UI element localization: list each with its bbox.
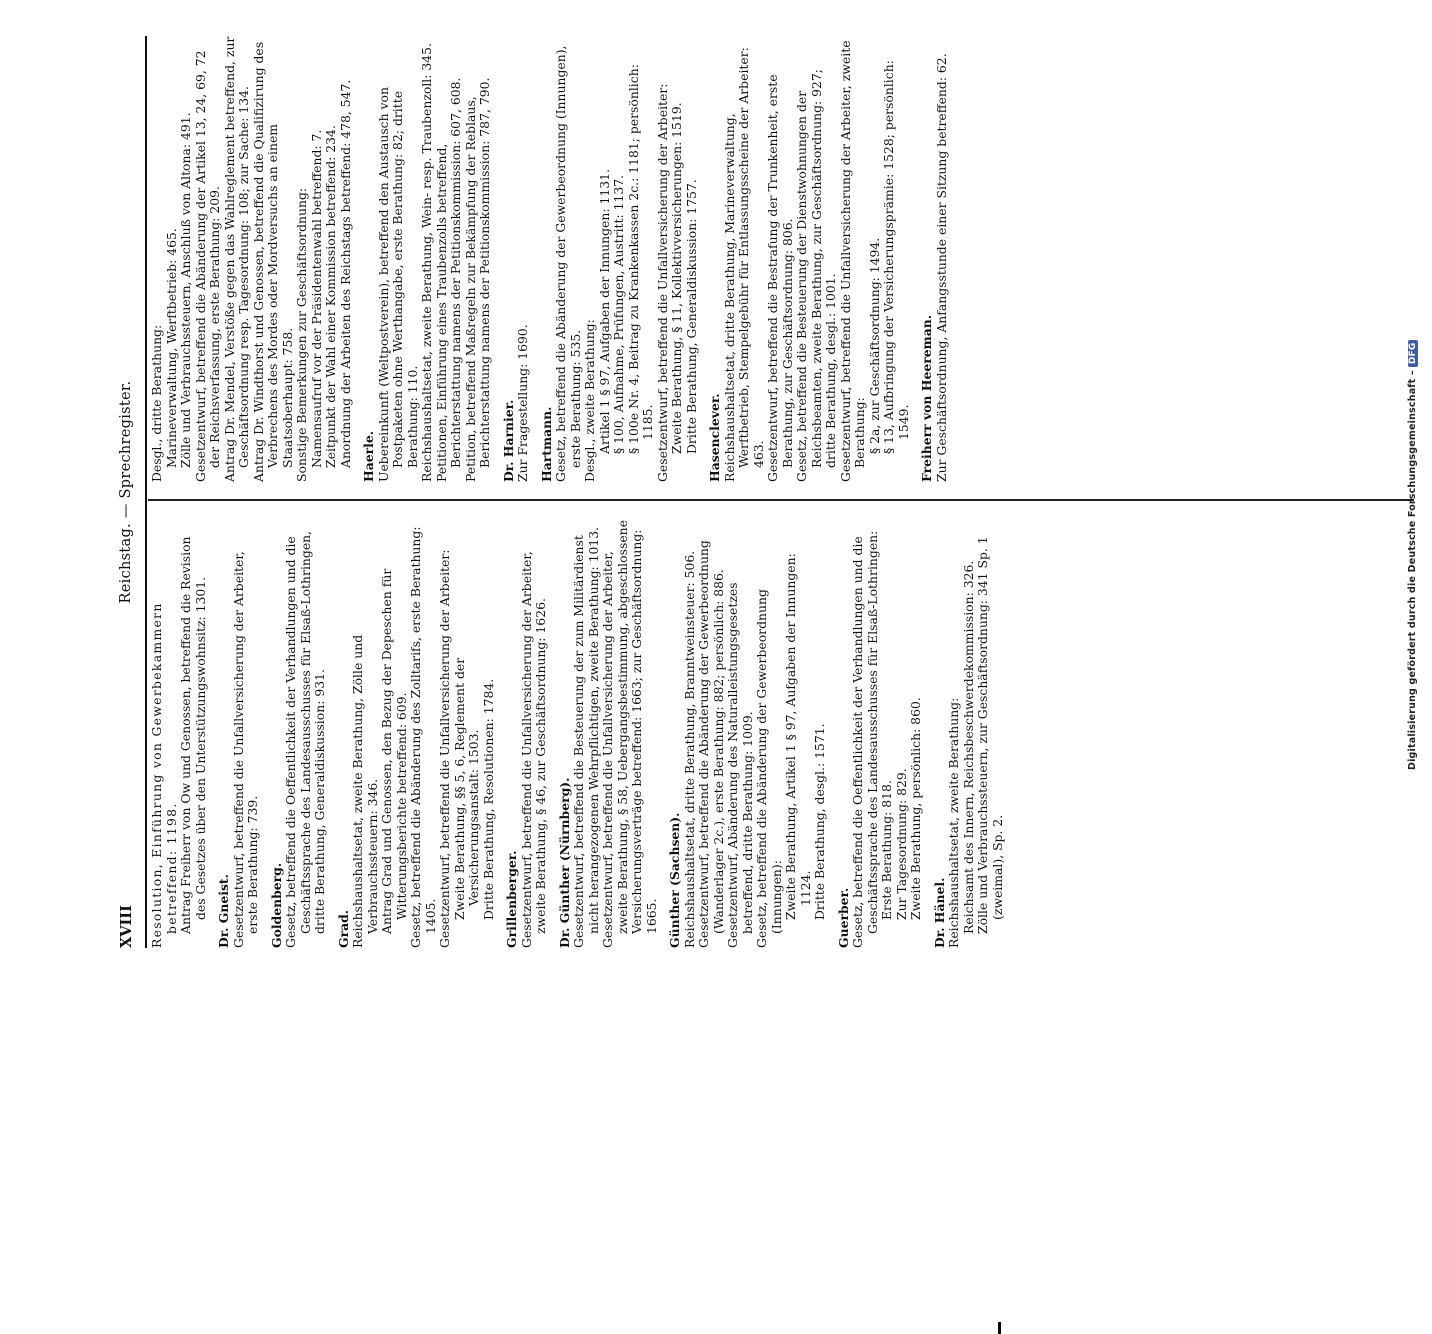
speaker-name: Dr. Günther (Nürnberg).	[556, 777, 572, 948]
register-entry: Gesetz, betreffend die Abänderung des Zolltarifs, erste Berathung: 1405.	[408, 526, 438, 948]
register-entry: Petitionen, Einführung eines Traubenzolls betreffend, Berichterstattung namens der Petitionskommission: 607, 608.	[433, 77, 463, 482]
register-entry: Gesetz, betreffend die Abänderung der Gewerbeordnung (Innungen):	[754, 589, 784, 948]
register-entry: Gesetzentwurf, betreffend die Unfallversicherung der Arbeiter, zweite Berathung, § 58, Uebergangsbestimmung, abgeschlossene Versicherungsverträge betreffend: 1663; zur Geschäftsordnung: 1665.	[600, 520, 659, 948]
register-entry: Reichshaushaltsetat, zweite Berathung, Zölle und Verbrauchssteuern: 346.	[350, 634, 380, 948]
register-entry: Antrag Freiherr von Ow und Genossen, betreffend die Revision des Gesetzes über den Unterstützungswohnsitz: 1301.	[178, 536, 208, 934]
register-entry: Zur Tagesordnung: 829.	[893, 768, 909, 920]
register-entry: Antrag Dr. Windthorst und Genossen, betreffend die Qualifizirung des Verbrechens des Mordes oder Mordversuchs an einem Staatsoberhaupt: 758.	[250, 41, 295, 482]
register-entry: Antrag Grad und Genossen, den Bezug der Depeschen für Witterungsberichte betreffend: 609.	[379, 568, 409, 934]
register-entry: Reichshaushaltsetat, dritte Berathung, Branntweinsteuer: 506.	[681, 550, 697, 948]
register-entry: Zweite Berathung, persönlich: 860.	[908, 697, 923, 920]
register-entry: Zweite Berathung, §§ 5, 6, Reglement der Versicherungsanstalt: 1503.	[451, 657, 481, 920]
register-entry: Gesetzentwurf, betreffend die Abänderung der Artikel 13, 24, 69, 72 der Reichsverfassung, erste Berathung: 209.	[192, 50, 222, 482]
register-entry: Gesetzentwurf, betreffend die Unfallversicherung der Arbeiter:	[654, 83, 670, 482]
register-entry: § 2a, zur Geschäftsordnung: 1494.	[866, 237, 882, 454]
header-rule	[145, 36, 147, 948]
speaker-name: Grad.	[335, 909, 351, 948]
register-entry: Zölle und Verbrauchssteuern, zur Geschäftsordnung: 341 Sp. 1 (zweimal), Sp. 2.	[975, 536, 1005, 934]
register-entry: Resolution, Einführung von Gewerbekammern betreffend: 1198.	[149, 602, 179, 948]
speaker-name: Dr. Hänel.	[931, 877, 947, 948]
speaker-name: Freiherr von Heereman.	[919, 314, 934, 482]
register-entry: Dritte Berathung, Generaldiskussion: 1757.	[683, 179, 699, 454]
register-entry: Petition, betreffend Maßregeln zur Bekämpfung der Reblaus, Berichterstattung namens der Petitionskommission: 787, 790.	[462, 77, 492, 482]
page-header	[118, 36, 146, 948]
speaker-name: Günther (Sachsen).	[667, 812, 682, 948]
register-entry: Gesetzentwurf, betreffend die Unfallversicherung der Arbeiter, erste Berathung: 739.	[230, 551, 260, 948]
register-entry: Dritte Berathung, Resolutionen: 1784.	[480, 678, 496, 920]
register-entry: Gesetzentwurf, betreffend die Bestrafung der Trunkenheit, erste Berathung, zur Geschäftsordnung: 806.	[765, 74, 795, 482]
register-entry: Desgl., dritte Berathung:	[149, 324, 164, 482]
register-entry: Zur Geschäftsordnung, Anfangsstunde einer Sitzung betreffend: 62.	[933, 53, 949, 482]
register-entry: Dritte Berathung, desgl.: 1571.	[812, 723, 827, 920]
register-entry: Gesetzentwurf, betreffend die Unfallversicherung der Arbeiter:	[437, 549, 452, 948]
register-entry: Gesetzentwurf, betreffend die Besteuerung der zum Militärdienst nicht herangezogenen Wehrpflichtigen, zweite Berathung: 1013.	[571, 526, 601, 948]
credit-text: Digitalisierung gefördert durch die Deutsche Forschungsgemeinschaft –	[1407, 370, 1418, 770]
register-entry: Anordnung der Arbeiten des Reichstags betreffend: 478, 547.	[337, 79, 353, 468]
dfg-logo: DFG	[1408, 340, 1418, 368]
speaker-name: Dr. Harnier.	[500, 399, 516, 482]
register-entry: Zweite Berathung, Artikel 1 § 97, Aufgaben der Innungen: 1124.	[783, 553, 813, 920]
register-entry: § 100e Nr. 4, Beitrag zu Krankenkassen 2c.: 1181; persönlich: 1185.	[625, 64, 655, 454]
digitization-credit	[1407, 340, 1418, 770]
register-entry: Marineverwaltung, Werftbetrieb: 465.	[163, 228, 179, 468]
speaker-name: Haerle.	[361, 430, 376, 482]
register-entry: Reichshaushaltsetat, dritte Berathung, Marineverwaltung, Werftbetrieb, Stempelgebühr für Entlassungsscheine der Arbeiter: 463.	[721, 47, 766, 482]
register-entry: Reichshaushaltsetat, zweite Berathung:	[946, 697, 961, 948]
register-entry: Antrag Dr. Mendel, Verstöße gegen das Wahlreglement betreffend, zur Geschäftsordnung resp. Tagesordnung: 108; zur Sache: 134.	[221, 36, 251, 482]
register-entry: Zweite Berathung, § 11, Kollektivversicherungen: 1519.	[669, 102, 684, 454]
register-entry: Gesetzentwurf, Abänderung des Naturalleistungsgesetzes betreffend, dritte Berathung: 1009.	[725, 582, 755, 948]
speaker-name: Hartmann.	[538, 406, 554, 482]
register-entry: Erste Berathung: 818.	[879, 780, 894, 920]
register-entry: § 13, Aufbringung der Versicherungsprämie: 1528; persönlich: 1549.	[881, 60, 911, 454]
speaker-name: Dr. Gneist.	[216, 874, 231, 948]
register-entry: Gesetz, betreffend die Oeffentlichkeit der Verhandlungen und die Geschäftssprache des Landesausschusses für Elsaß-Lothringen:	[850, 530, 880, 948]
register-entry: Gesetzentwurf, betreffend die Abänderung der Gewerbeordnung (Wanderlager 2c.), erste Berathung: 882; persönlich: 886.	[696, 540, 726, 948]
speaker-name: Hasenclever.	[707, 393, 722, 482]
register-entry: Desgl., zweite Berathung:	[582, 319, 597, 482]
register-entry: Gesetzentwurf, betreffend die Unfallversicherung der Arbeiter, zweite Berathung:	[837, 40, 867, 482]
register-entry: Gesetz, betreffend die Oeffentlichkeit der Verhandlungen und die Geschäftssprache des Landesausschusses für Elsaß-Lothringen, dritte Berathung, Generaldiskussion: 931.	[283, 530, 327, 948]
left-column	[150, 518, 1005, 948]
register-entry: Zur Fragestellung: 1690.	[515, 324, 530, 482]
register-entry: Zeitpunkt der Wahl einer Kommission betreffend: 234.	[323, 125, 338, 468]
register-entry: Gesetz, betreffend die Besteuerung der Dienstwohnungen der Reichsbeamten, zweite Berathung, zur Geschäftsordnung: 927; dritte Berathung, desgl.: 1001.	[794, 69, 838, 482]
register-entry: Gesetz, betreffend die Abänderung der Gewerbeordnung (Innungen), erste Berathung: 535.	[553, 45, 583, 482]
column-divider	[148, 500, 1414, 502]
register-entry: Zölle und Verbrauchssteuern, Anschluß von Altona: 491.	[178, 112, 193, 468]
right-column	[150, 36, 949, 482]
speaker-name: Grillenberger.	[504, 850, 519, 948]
scan-margin-mark	[998, 1322, 1001, 1334]
speaker-name: Goldenberg.	[268, 862, 284, 948]
register-entry: Sonstige Bemerkungen zur Geschäftsordnung:	[294, 187, 309, 482]
register-entry: Namensaufruf vor der Präsidentenwahl betreffend: 7.	[308, 129, 324, 468]
register-entry: Reichsamt des Innern, Reichsbeschwerdekommission: 326.	[960, 560, 976, 934]
register-entry: Artikel 1 § 97, Aufgaben der Innungen: 1131.	[596, 169, 612, 454]
running-title: Reichstag. — Sprechregister.	[118, 380, 134, 604]
register-entry: Gesetzentwurf, betreffend die Unfallversicherung der Arbeiter, zweite Berathung, § 46, zur Geschäftsordnung: 1626.	[518, 551, 548, 948]
page-number: XVIII	[118, 905, 135, 948]
register-entry: § 100, Aufnahme, Prüfungen, Austritt: 1137.	[611, 174, 626, 454]
register-entry: Uebereinkunft (Weltpostverein), betreffend den Austausch von Postpaketen ohne Werthangabe, erste Berathung: 82; dritte Berathung: 110.	[375, 87, 420, 482]
register-entry: Reichshaushaltsetat, zweite Berathung, Wein- resp. Traubenzoll: 345.	[419, 43, 434, 482]
speaker-name: Guerber.	[835, 887, 851, 948]
